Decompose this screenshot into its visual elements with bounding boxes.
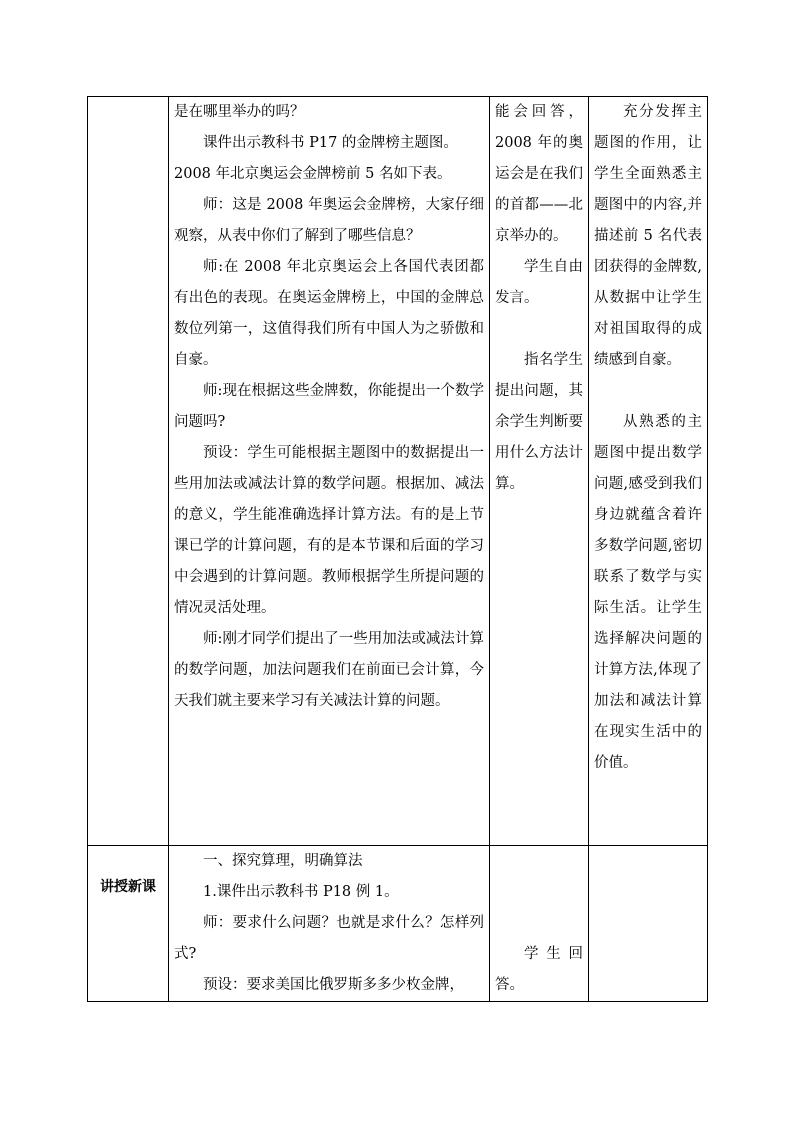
paragraph-spacer	[495, 314, 583, 345]
teacher-activity-cell	[169, 846, 490, 1002]
table-row	[88, 846, 708, 1002]
design-intent-cell	[589, 846, 708, 1002]
intent-paragraph: 从熟悉的主题图中提出数学问题,感受到我们身边就蕴含着许多数学问题,密切联系了数学与实际生活。让学生选择解决问题的计算方法,体现了加法和减法计算在现实生活中的价值。	[594, 414, 702, 771]
table-row	[88, 97, 708, 846]
stage-label: 讲授新课	[100, 879, 156, 895]
teacher-paragraph: 预设：要求美国比俄罗斯多多少枚金牌，	[203, 977, 464, 993]
design-intent-cell	[589, 97, 708, 846]
stage-label-cell	[88, 97, 169, 846]
student-paragraph: 学生自由发言。	[495, 259, 583, 306]
teacher-paragraph: 师：这是 2008 年奥运会金牌榜，大家仔细观察，从表中你们了解到了哪些信息？	[174, 197, 484, 244]
student-paragraph: 能会回答，2008 年的奥运会是在我们的首都——北京举办的。	[495, 104, 583, 244]
teacher-paragraph: 师:现在根据这些金牌数，你能提出一个数学问题吗?	[174, 383, 484, 430]
paragraph-spacer	[495, 908, 583, 939]
teacher-paragraph: 师:刚才同学们提出了一些用加法或减法计算的数学问题，加法问题我们在前面已会计算，今天我们就主要来学习有关减法计算的问题。	[174, 631, 484, 709]
teacher-paragraph: 一、探究算理，明确算法	[203, 853, 363, 869]
paragraph-spacer	[495, 846, 583, 877]
paragraph-spacer	[594, 376, 702, 407]
teacher-activity-cell	[169, 97, 490, 846]
teacher-paragraph: 预设：学生可能根据主题图中的数据提出一些用加法或减法计算的数学问题。根据加、减法的意义，学生能准确选择计算方法。有的是上节课已学的计算问题，有的是本节课和后面的学习中会遇到的计算问题。教师根据学生所提问题的情况灵活处理。	[174, 445, 484, 616]
intent-paragraph: 充分发挥主题图的作用，让学生全面熟悉主题图中的内容,并描述前 5 名代表团获得的金牌数,从数据中让学生对祖国取得的成绩感到自豪。	[594, 104, 702, 368]
teacher-paragraph: 师:在 2008 年北京奥运会上各国代表团都有出色的表现。在奥运金牌榜上，中国的金牌总数位列第一，这值得我们所有中国人为之骄傲和自豪。	[174, 259, 484, 368]
student-paragraph: 指名学生提出问题，其余学生判断要用什么方法计算。	[495, 352, 583, 492]
teacher-paragraph: 课件出示教科书 P17 的金牌榜主题图。	[203, 135, 458, 151]
paragraph-spacer	[495, 877, 583, 908]
lesson-plan-table	[87, 96, 708, 1002]
student-paragraph: 学生回答。	[495, 946, 583, 993]
stage-label-cell	[88, 846, 169, 1002]
teacher-paragraph: 是在哪里举办的吗？	[174, 104, 305, 120]
teacher-paragraph: 师：要求什么问题？也就是求什么？怎样列式?	[174, 915, 484, 962]
teacher-paragraph: 2008 年北京奥运会金牌榜前 5 名如下表。	[174, 166, 452, 182]
student-activity-cell	[490, 846, 589, 1002]
student-activity-cell	[490, 97, 589, 846]
teacher-paragraph: 1.课件出示教科书 P18 例 1。	[203, 884, 399, 900]
